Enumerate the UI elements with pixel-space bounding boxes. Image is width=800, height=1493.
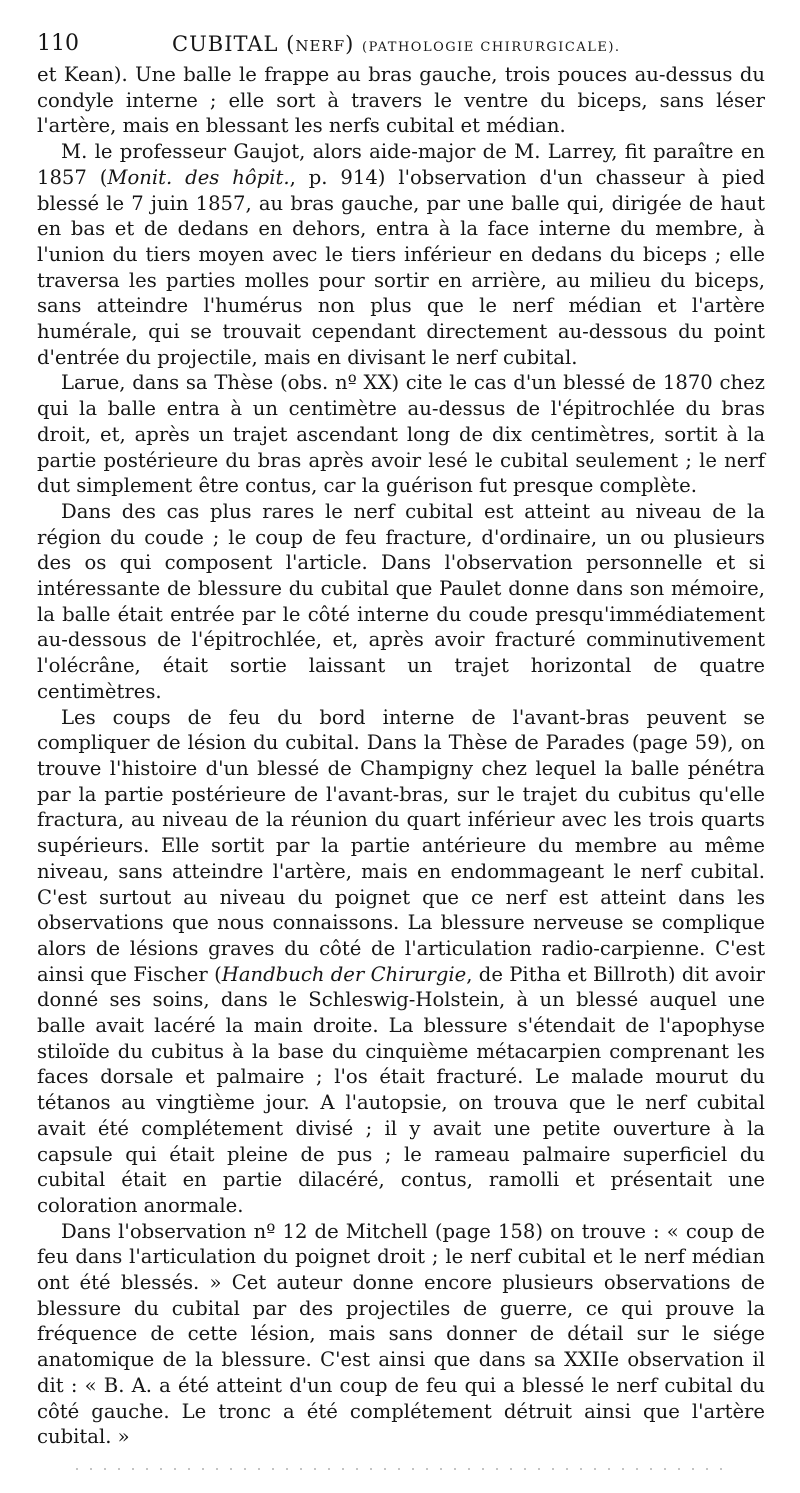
paragraph-continuation: et Kean). Une balle le frappe au bras gauche, trois pouces au-dessus du condyle interne ; elle sort à travers le ventre du biceps, sans léser l'artère, mais en blessant les nerfs cubital et médian. [37, 63, 765, 138]
bottom-dotted-line [70, 1468, 730, 1470]
paragraph-gaujot-after: , p. 914) l'observation d'un chasseur à pied blessé le 7 juin 1857, au bras gauche, par une balle qui, dirigée de haut en bas et de dedans en dehors, entra à la face interne du membre, à l'union du tiers moyen avec le tiers inférieur en dedans du biceps ; elle traversa les parties molles pour sortir en arrière, au milieu du biceps, sans atteindre l'humérus non plus que le nerf médian et l'artère humérale, qui se trouvait cependant directement au-dessous du point d'entrée du projectile, mais en divisant le nerf cubital. [37, 165, 766, 369]
running-head [172, 30, 621, 62]
body-text [37, 62, 765, 1450]
paragraph-larue: Larue, dans sa Thèse (obs. nº XX) cite le cas d'un blessé de 1870 chez qui la balle entra à un centimètre au-dessus de l'épitrochlée du bras droit, et, après un trajet ascendant long de dix centimètres, sortit à la partie postérieure du bras après avoir lesé le cubital seulement ; le nerf dut simplement être contus, car la guérison fut presque complète. [37, 371, 765, 498]
citation-monit-hopit: Monit. des hôpit. [107, 165, 290, 189]
page-header [37, 30, 767, 60]
paragraph-mitchell: Dans l'observation nº 12 de Mitchell (page 158) on trouve : « coup de feu dans l'articulation du poignet droit ; le nerf cubital et le nerf médian ont été blessés. » Cet auteur donne encore plusieurs observations de blessure du cubital par des projectiles de guerre, ce qui prouve la fréquence de cette lésion, mais sans donner de détail sur le siége anatomique de la blessure. C'est ainsi que dans sa XXIIe observation il dit : « B. A. a été atteint d'un coup de feu qui a blessé le nerf cubital du côté gauche. Le tronc a été complétement détruit ainsi que l'artère cubital. » [37, 1219, 765, 1449]
page-number: 110 [37, 31, 79, 56]
running-head-section: (PATHOLOGIE CHIRURGICALE). [362, 40, 621, 55]
paragraph-gaujot [37, 139, 765, 370]
paragraph-coude: Dans des cas plus rares le nerf cubital est atteint au niveau de la région du coude ; le coup de feu fracture, d'ordinaire, un ou plusieurs des os qui composent l'article. Dans l'observation personnelle et si intéressante de blessure du cubital que Paulet donne dans son mémoire, la balle était entrée par le côté interne du coude presqu'immédiatement au-dessous de l'épitrochlée, et, après avoir fracturé comminutivement l'olécrâne, était sortie laissant un trajet horizontal de quatre centimètres. [37, 499, 765, 703]
citation-handbuch: Handbuch der Chirurgie [221, 962, 467, 986]
paragraph-avant-bras [37, 705, 765, 1219]
paragraph-avant-bras-before: Les coups de feu du bord interne de l'avant-bras peuvent se compliquer de lésion du cubital. Dans la Thèse de Parades (page 59), on trouve l'histoire d'un blessé de Champigny chez lequel la balle pénétra par la partie postérieure de l'avant-bras, sur le trajet du cubitus qu'elle fractura, au niveau de la réunion du quart inférieur avec les trois quarts supérieurs. Elle sortit par la partie antérieure du membre au même niveau, sans atteindre l'artère, mais en endommageant le nerf cubital. C'est surtout au niveau du poignet que ce nerf est atteint dans les observations que nous connaissons. La blessure nerveuse se complique alors de lésions graves du côté de l'articulation radio-carpienne. C'est ainsi que Fischer ( [37, 705, 765, 986]
paragraph-avant-bras-after: , de Pitha et Billroth) dit avoir donné ses soins, dans le Schleswig-Holstein, à un blessé auquel une balle avait lacéré la main droite. La blessure s'étendait de l'apophyse stiloïde du cubitus à la base du cinquième métacarpien comprenant les faces dorsale et palmaire ; l'os était fracturé. Le malade mourut du tétanos au vingtième jour. A l'autopsie, on trouva que le nerf cubital avait été complétement divisé ; il y avait une petite ouverture à la capsule qui était pleine de pus ; le rameau palmaire superficiel du cubital était en partie dilacéré, contus, ramolli et présentait une coloration anormale. [37, 962, 766, 1217]
running-head-close: ) [345, 32, 362, 56]
running-head-main: CUBITAL ( [172, 32, 296, 56]
paragraph-gaujot-before: M. le professeur Gaujot, alors aide-major de M. Larrey, fit paraître en 1857 ( [37, 140, 765, 189]
running-head-nerf: NERF [295, 37, 346, 55]
